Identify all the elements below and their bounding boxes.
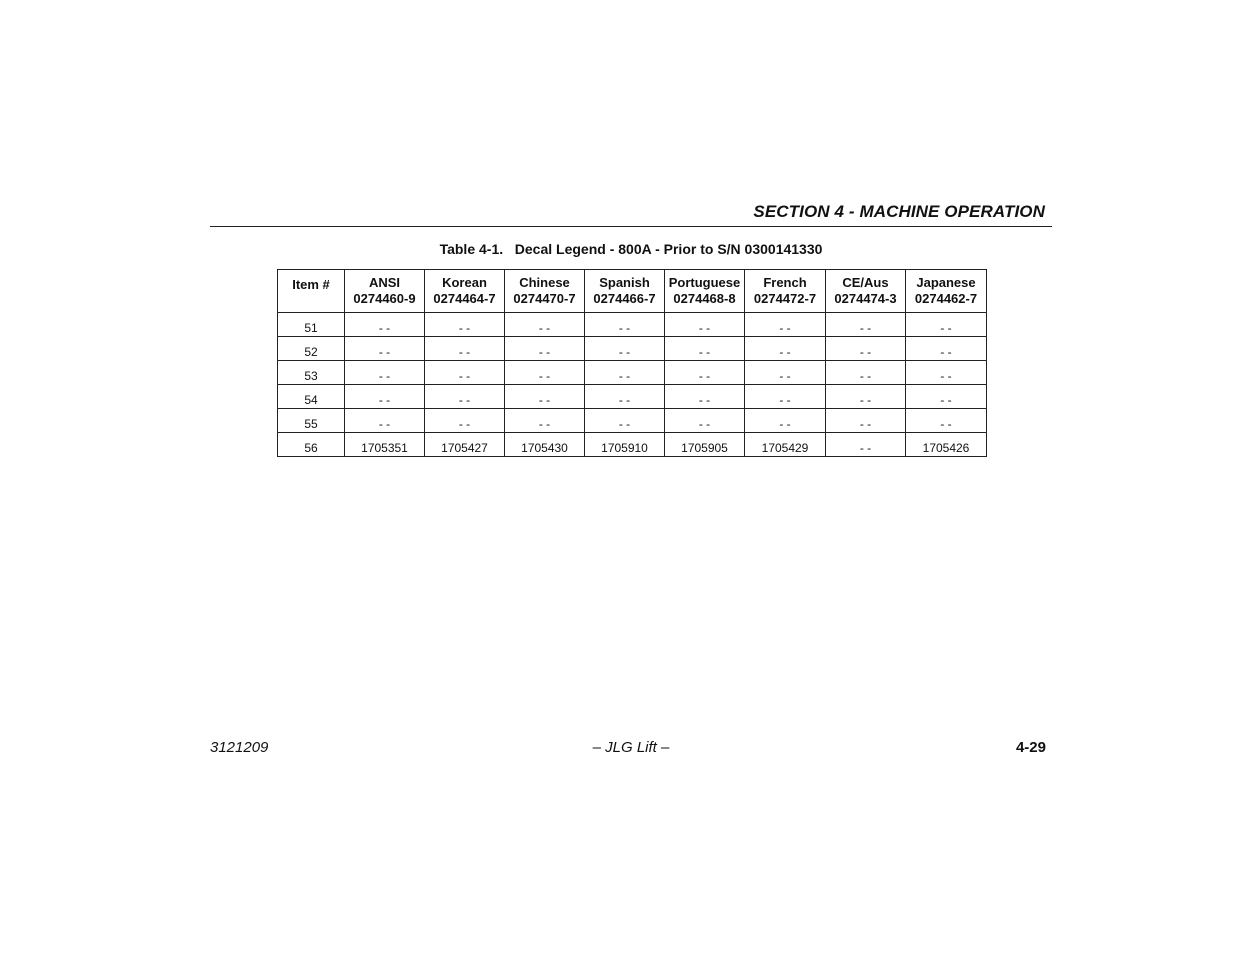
column-part-number: 0274470-7 bbox=[513, 291, 576, 306]
column-part-number: 0274468-8 bbox=[673, 291, 736, 306]
table-row bbox=[278, 361, 987, 385]
item-number-cell: 52 bbox=[278, 337, 345, 361]
table-cell: - - bbox=[665, 313, 745, 337]
column-header bbox=[585, 270, 665, 313]
table-cell: - - bbox=[345, 385, 425, 409]
table-caption: Table 4-1. Decal Legend - 800A - Prior to S/N 0300141330 bbox=[439, 241, 823, 257]
table-cell: - - bbox=[745, 361, 826, 385]
table-cell: - - bbox=[585, 409, 665, 433]
table-row bbox=[278, 337, 987, 361]
column-part-number: 0274464-7 bbox=[433, 291, 496, 306]
table-cell: 1705426 bbox=[906, 433, 987, 457]
column-language: Korean bbox=[442, 275, 487, 290]
table-cell: - - bbox=[906, 385, 987, 409]
table-cell: - - bbox=[345, 409, 425, 433]
column-header bbox=[826, 270, 906, 313]
item-number-cell: 53 bbox=[278, 361, 345, 385]
table-cell: - - bbox=[505, 361, 585, 385]
table-header-row bbox=[278, 270, 987, 313]
table-cell: - - bbox=[826, 409, 906, 433]
column-language: Japanese bbox=[916, 275, 976, 290]
table-cell: - - bbox=[826, 433, 906, 457]
section-title: SECTION 4 - MACHINE OPERATION bbox=[753, 202, 1045, 221]
column-part-number: 0274466-7 bbox=[593, 291, 656, 306]
column-language: Spanish bbox=[599, 275, 650, 290]
table-cell: - - bbox=[826, 385, 906, 409]
table-cell: - - bbox=[906, 409, 987, 433]
table-cell: - - bbox=[665, 337, 745, 361]
table-cell: 1705910 bbox=[585, 433, 665, 457]
table-cell: - - bbox=[425, 361, 505, 385]
table-cell: - - bbox=[826, 337, 906, 361]
column-part-number: 0274462-7 bbox=[914, 291, 978, 306]
table-cell: - - bbox=[665, 409, 745, 433]
column-part-number: 0274472-7 bbox=[753, 291, 817, 306]
table-cell: - - bbox=[906, 313, 987, 337]
table-cell: - - bbox=[665, 385, 745, 409]
table-cell: - - bbox=[505, 337, 585, 361]
table-cell: 1705430 bbox=[505, 433, 585, 457]
column-language: Portuguese bbox=[668, 275, 741, 290]
table-cell: - - bbox=[585, 313, 665, 337]
item-number-cell: 51 bbox=[278, 313, 345, 337]
column-header bbox=[906, 270, 987, 313]
table-cell: - - bbox=[745, 409, 826, 433]
column-language: ANSI bbox=[368, 275, 401, 290]
table-row bbox=[278, 433, 987, 457]
item-column-header: Item # bbox=[278, 270, 345, 313]
table-cell: - - bbox=[505, 313, 585, 337]
table-cell: - - bbox=[906, 337, 987, 361]
table-cell: - - bbox=[745, 337, 826, 361]
column-part-number: 0274474-3 bbox=[834, 291, 897, 306]
document-number: 3121209 bbox=[210, 739, 269, 756]
table-row bbox=[278, 409, 987, 433]
header-rule bbox=[210, 226, 1052, 227]
table-row bbox=[278, 385, 987, 409]
table-cell: - - bbox=[826, 313, 906, 337]
table-cell: - - bbox=[345, 361, 425, 385]
table-cell: 1705905 bbox=[665, 433, 745, 457]
table-cell: 1705427 bbox=[425, 433, 505, 457]
table-cell: - - bbox=[585, 385, 665, 409]
table-cell: - - bbox=[425, 409, 505, 433]
table-cell: - - bbox=[745, 385, 826, 409]
table-cell: - - bbox=[425, 385, 505, 409]
column-language: French bbox=[763, 275, 807, 290]
table-cell: - - bbox=[906, 361, 987, 385]
table-cell: - - bbox=[345, 313, 425, 337]
table-cell: - - bbox=[425, 313, 505, 337]
footer-brand: – JLG Lift – bbox=[592, 739, 670, 756]
column-header bbox=[665, 270, 745, 313]
table-cell: - - bbox=[826, 361, 906, 385]
table-cell: 1705351 bbox=[345, 433, 425, 457]
item-number-cell: 54 bbox=[278, 385, 345, 409]
item-number-cell: 56 bbox=[278, 433, 345, 457]
page-number: 4-29 bbox=[1015, 739, 1046, 756]
column-header bbox=[345, 270, 425, 313]
table-cell: - - bbox=[505, 409, 585, 433]
item-number-cell: 55 bbox=[278, 409, 345, 433]
column-header bbox=[505, 270, 585, 313]
table-cell: - - bbox=[505, 385, 585, 409]
table-cell: - - bbox=[345, 337, 425, 361]
column-header bbox=[745, 270, 826, 313]
table-cell: - - bbox=[585, 337, 665, 361]
column-language: CE/Aus bbox=[842, 275, 889, 290]
decal-legend-table bbox=[277, 269, 987, 457]
table-row bbox=[278, 313, 987, 337]
table-cell: - - bbox=[665, 361, 745, 385]
column-language: Chinese bbox=[519, 275, 570, 290]
column-header bbox=[425, 270, 505, 313]
table-cell: - - bbox=[585, 361, 665, 385]
column-part-number: 0274460-9 bbox=[353, 291, 416, 306]
table-cell: - - bbox=[425, 337, 505, 361]
table-cell: 1705429 bbox=[745, 433, 826, 457]
table-cell: - - bbox=[745, 313, 826, 337]
